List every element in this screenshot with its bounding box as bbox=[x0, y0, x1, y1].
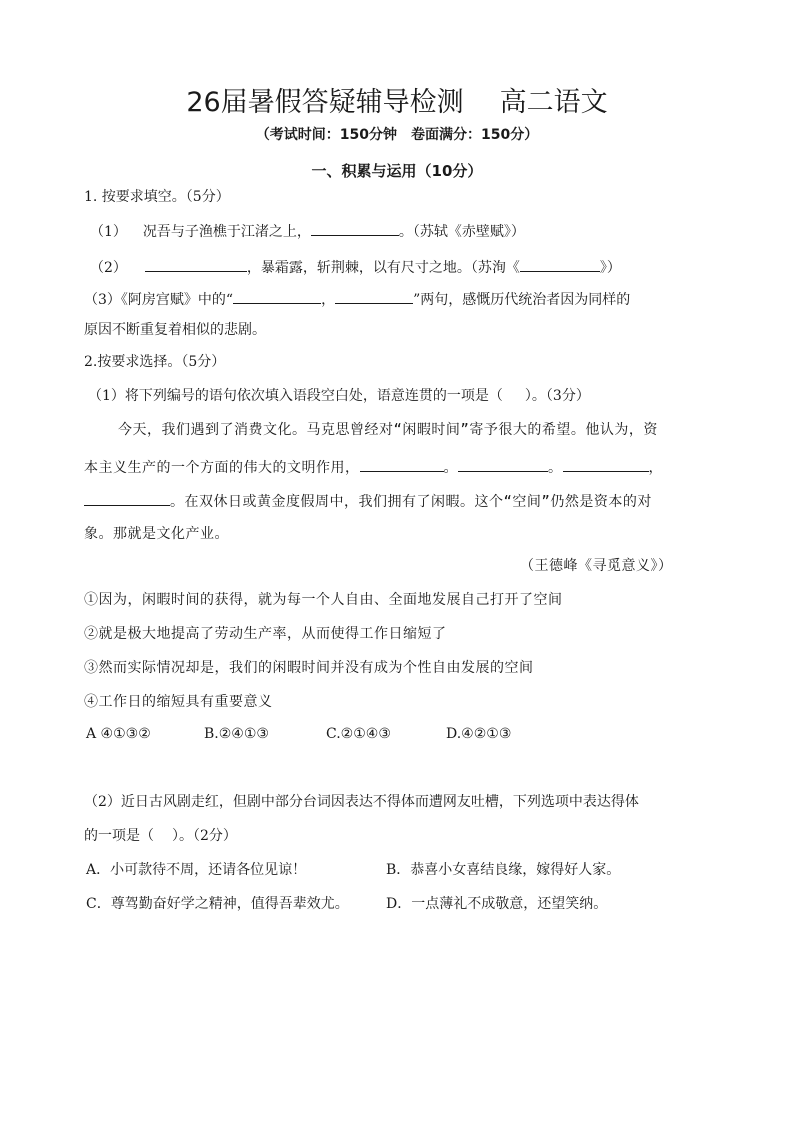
passage-line-3: 。在双休日或黄金度假周中，我们拥有了闲暇。这个“空间”仍然是资本的对 bbox=[84, 490, 652, 512]
passage-line-4: 象。那就是文化产业。 bbox=[84, 526, 229, 542]
section-heading: 一、积累与运用（10分） bbox=[311, 162, 483, 180]
answer-blank[interactable] bbox=[360, 456, 444, 472]
passage-line-2: 本主义生产的一个方面的伟大的文明作用， 。 。 ， bbox=[84, 456, 663, 478]
question-1-item-1: （1） 况吾与子渔樵于江渚之上， 。（苏轼《赤壁赋》） bbox=[90, 220, 525, 242]
question-1-item-3: （3）《阿房宫赋》中的“ ， ”两句，感慨历代统治者因为同样的 bbox=[84, 288, 630, 310]
title-left: 26届暑假答疑辅导检测 bbox=[186, 87, 464, 118]
option-c[interactable]: C.②①④③ bbox=[326, 726, 391, 742]
sentence-3: ③然而实际情况却是，我们的闲暇时间并没有成为个性自由发展的空间 bbox=[84, 660, 534, 676]
question-1-stem: 1. 按要求填空。（5分） bbox=[84, 189, 230, 205]
sentence-2: ②就是极大地提高了劳动生产率，从而使得工作日缩短了 bbox=[84, 626, 447, 642]
choice-d[interactable]: D．一点薄礼不成敬意，还望笑纳。 bbox=[386, 896, 608, 912]
passage-source: （王德峰《寻觅意义》） bbox=[520, 558, 673, 574]
question-1-item-2: （2） ，暴霜露，斩荆棘，以有尺寸之地。（苏洵《 》） bbox=[90, 256, 621, 278]
title-right: 高二语文 bbox=[499, 87, 608, 118]
answer-blank[interactable] bbox=[458, 456, 548, 472]
option-b[interactable]: B.②④①③ bbox=[204, 726, 269, 742]
option-a[interactable]: A ④①③② bbox=[86, 726, 151, 742]
answer-blank[interactable] bbox=[311, 220, 399, 236]
choice-b[interactable]: B．恭喜小女喜结良缘，嫁得好人家。 bbox=[386, 862, 621, 878]
answer-blank[interactable] bbox=[335, 288, 413, 304]
passage-line-1: 今天，我们遇到了消费文化。马克思曾经对“闲暇时间”寄予很大的希望。他认为，资 bbox=[118, 422, 658, 438]
sentence-4: ④工作日的缩短具有重要意义 bbox=[84, 694, 273, 710]
choice-a[interactable]: A．小可款待不周，还请各位见谅！ bbox=[86, 862, 307, 878]
answer-blank[interactable] bbox=[233, 288, 321, 304]
question-2-sub-2: （2）近日古风剧走红，但剧中部分台词因表达不得体而遭网友吐槽，下列选项中表达得体 bbox=[84, 794, 639, 810]
sentence-1: ①因为，闲暇时间的获得，就为每一个人自由、全面地发展自己打开了空间 bbox=[84, 592, 563, 608]
page-title bbox=[0, 86, 794, 120]
question-2-sub-2-cont: 的一项是（ ）。（2分） bbox=[84, 828, 237, 844]
answer-blank[interactable] bbox=[145, 256, 247, 272]
answer-blank[interactable] bbox=[520, 256, 600, 272]
option-d[interactable]: D.④②①③ bbox=[446, 726, 512, 742]
choice-c[interactable]: C．尊驾勤奋好学之精神，值得吾辈效尤。 bbox=[86, 896, 349, 912]
answer-blank[interactable] bbox=[563, 456, 649, 472]
question-1-item-3-cont: 原因不断重复着相似的悲剧。 bbox=[84, 322, 266, 338]
exam-info: （考试时间：150分钟 卷面满分：150分） bbox=[255, 127, 539, 143]
question-2-stem: 2.按要求选择。（5分） bbox=[84, 354, 226, 370]
question-2-sub-1: （1）将下列编号的语句依次填入语段空白处，语意连贯的一项是（ ）。（3分） bbox=[88, 388, 590, 404]
answer-blank[interactable] bbox=[84, 490, 170, 506]
